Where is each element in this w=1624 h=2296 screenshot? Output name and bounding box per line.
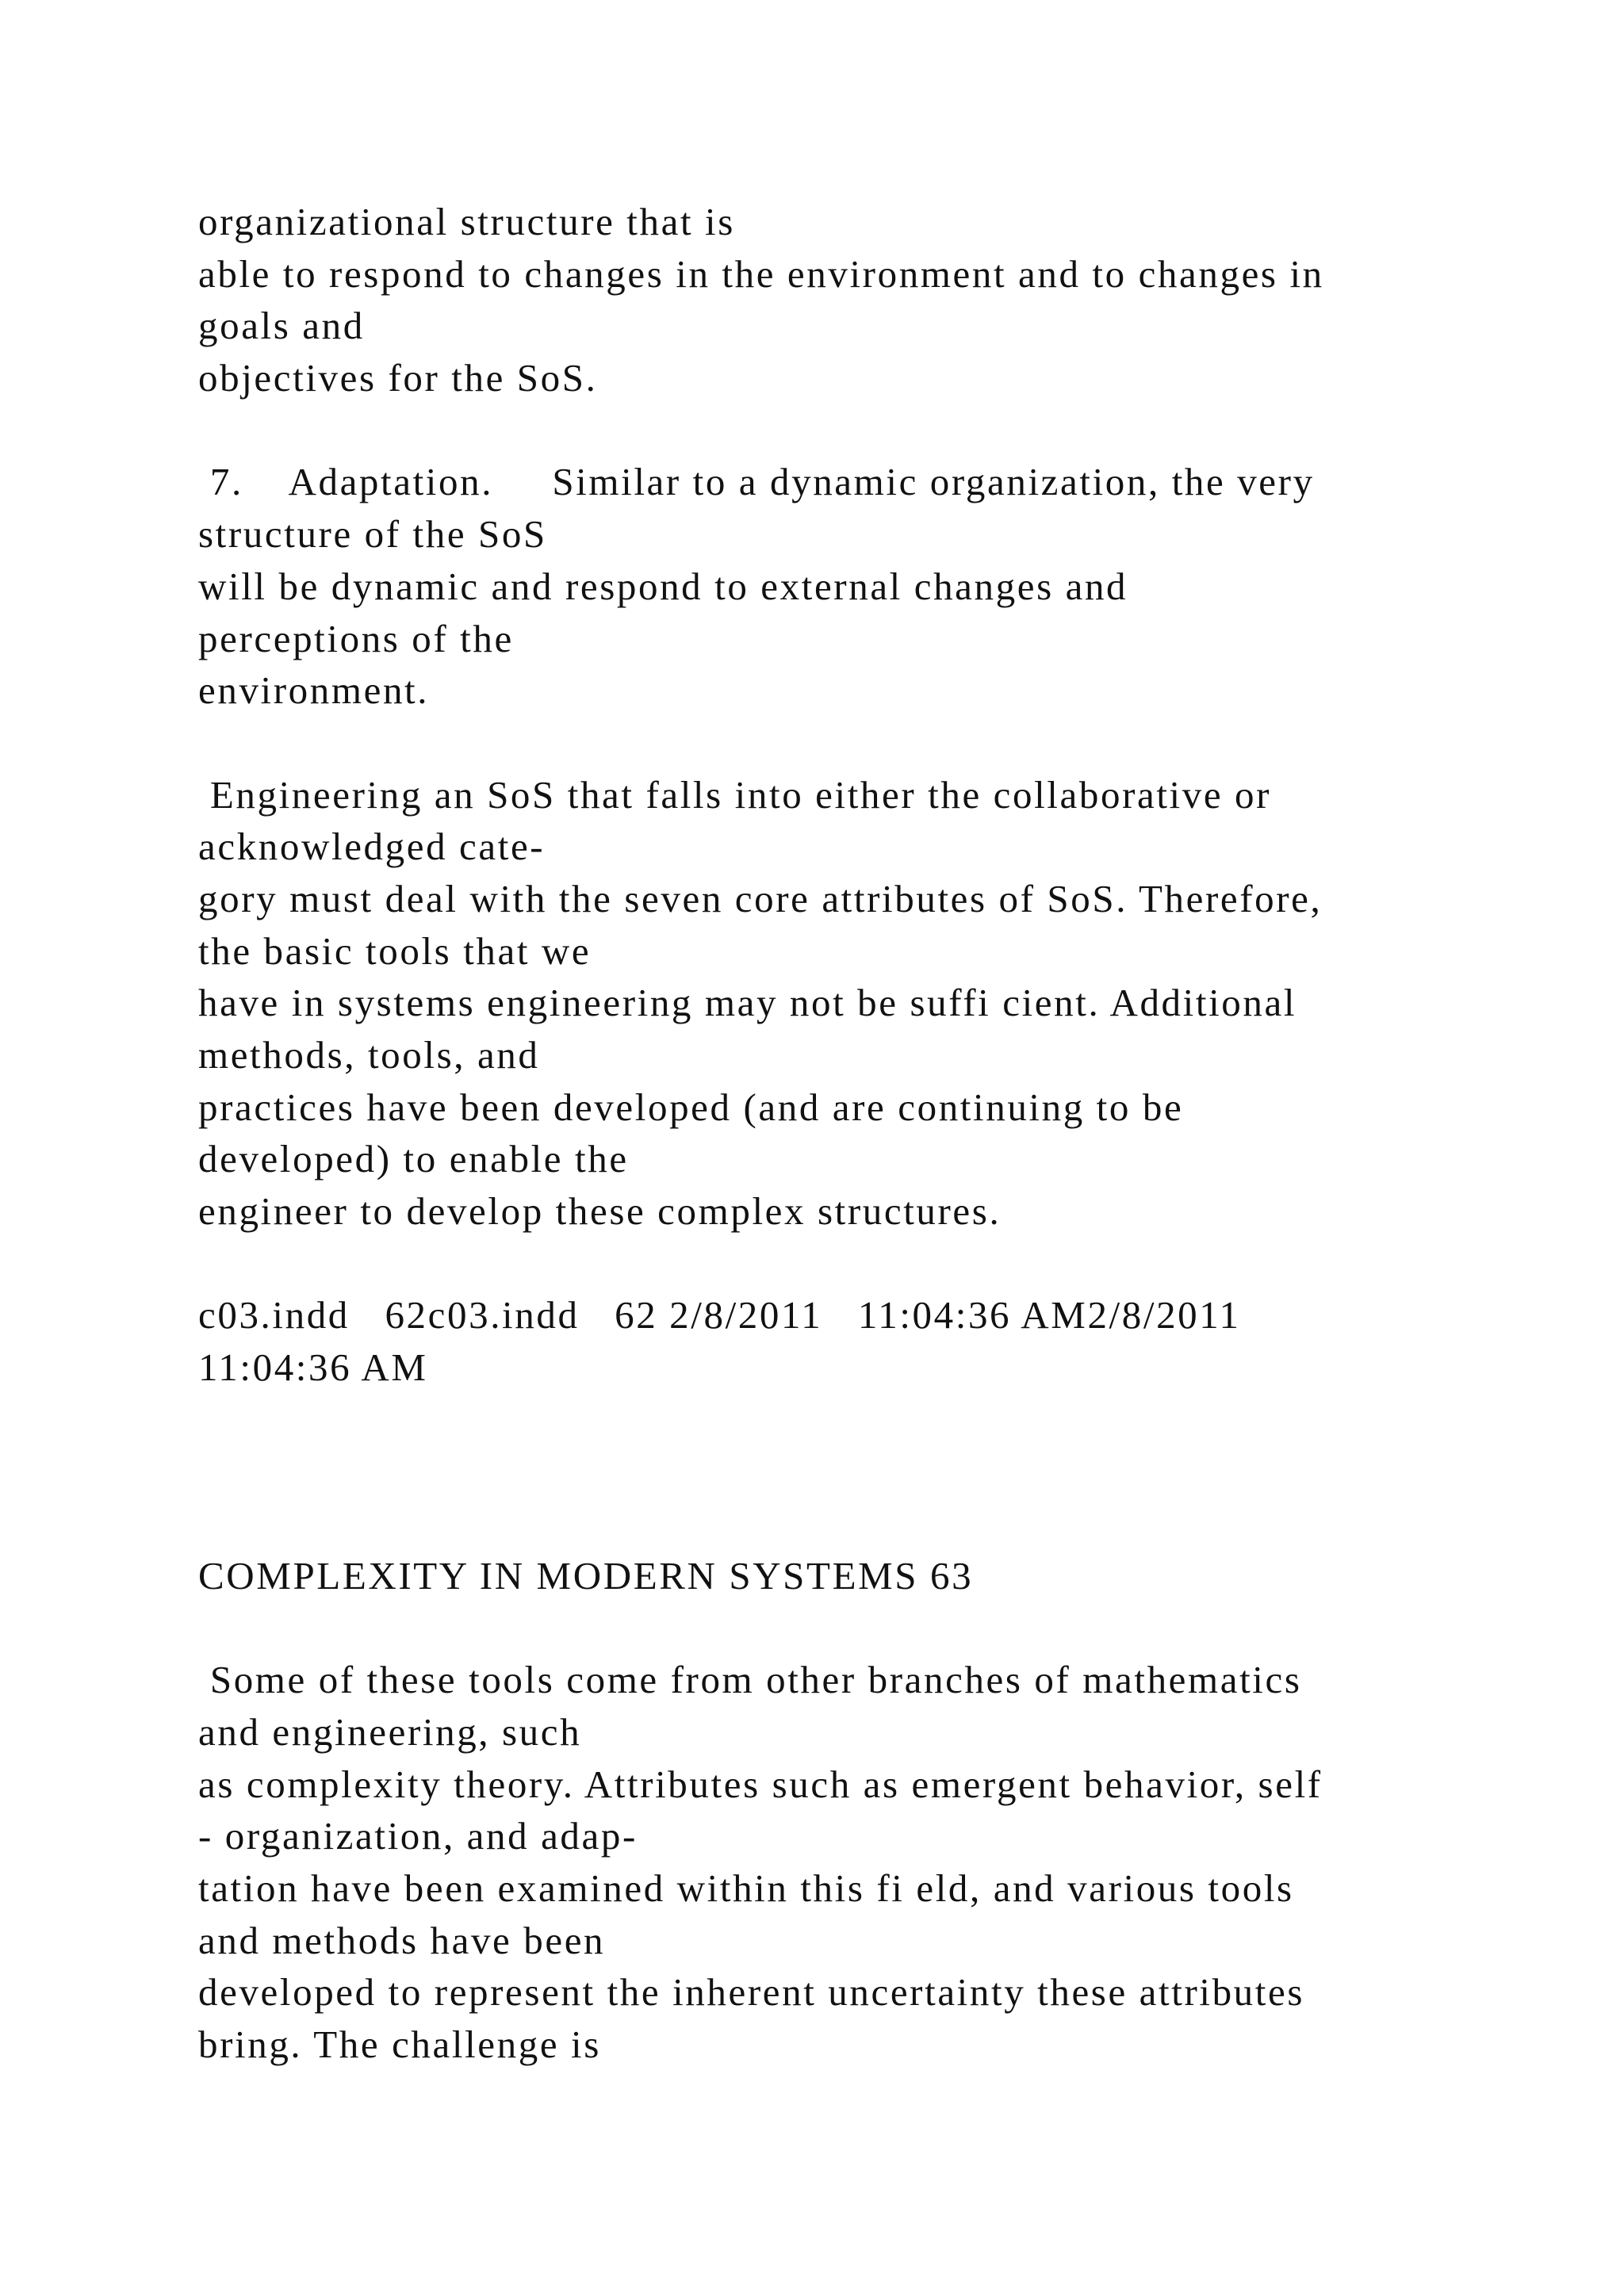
text-line: gory must deal with the seven core attributes of SoS. Therefore, xyxy=(198,876,1323,920)
text-line: organizational structure that is xyxy=(198,200,735,243)
document-body xyxy=(198,196,1546,2071)
text-line: will be dynamic and respond to external changes and xyxy=(198,564,1128,608)
text-line: objectives for the SoS. xyxy=(198,356,598,400)
blank-line xyxy=(198,1602,1546,1655)
text-line: developed) to enable the xyxy=(198,1137,629,1181)
text-line: bring. The challenge is xyxy=(198,2022,601,2067)
text-line: able to respond to changes in the environment and to changes in xyxy=(198,251,1324,296)
text-line: - organization, and adap- xyxy=(198,1814,638,1858)
text-line: c03.indd 62c03.indd 62 2/8/2011 11:04:36 AM2/8/2011 xyxy=(198,1293,1241,1337)
text-line: structure of the SoS xyxy=(198,512,547,557)
text-line: as complexity theory. Attributes such as emergent behavior, self xyxy=(198,1762,1323,1806)
blank-line xyxy=(198,404,1546,457)
blank-line xyxy=(198,1238,1546,1290)
text-line: have in systems engineering may not be suffi cient. Additional xyxy=(198,981,1297,1025)
text-line: and engineering, such xyxy=(198,1709,582,1754)
text-line: environment. xyxy=(198,668,430,713)
text-line: practices have been developed (and are continuing to be xyxy=(198,1085,1184,1129)
text-line: methods, tools, and xyxy=(198,1033,540,1077)
text-line: goals and xyxy=(198,304,365,348)
text-line: Some of these tools come from other branches of mathematics xyxy=(198,1658,1302,1702)
blank-line xyxy=(198,1498,1546,1550)
text-line: 7. Adaptation. Similar to a dynamic organization, the very xyxy=(198,460,1315,504)
text-line: COMPLEXITY IN MODERN SYSTEMS 63 xyxy=(198,1553,974,1598)
blank-line xyxy=(198,717,1546,769)
text-line: acknowledged cate- xyxy=(198,825,546,869)
blank-line xyxy=(198,1446,1546,1498)
text-line: developed to represent the inherent uncertainty these attributes xyxy=(198,1970,1305,2015)
text-line: tation have been examined within this fi eld, and various tools xyxy=(198,1866,1294,1910)
text-line: the basic tools that we xyxy=(198,928,592,973)
text-line: 11:04:36 AM xyxy=(198,1345,428,1390)
text-line: perceptions of the xyxy=(198,616,514,660)
blank-line xyxy=(198,1394,1546,1446)
text-line: and methods have been xyxy=(198,1918,606,1962)
text-line: engineer to develop these complex structures. xyxy=(198,1189,1002,1234)
text-line: Engineering an SoS that falls into either the collaborative or xyxy=(198,772,1272,817)
